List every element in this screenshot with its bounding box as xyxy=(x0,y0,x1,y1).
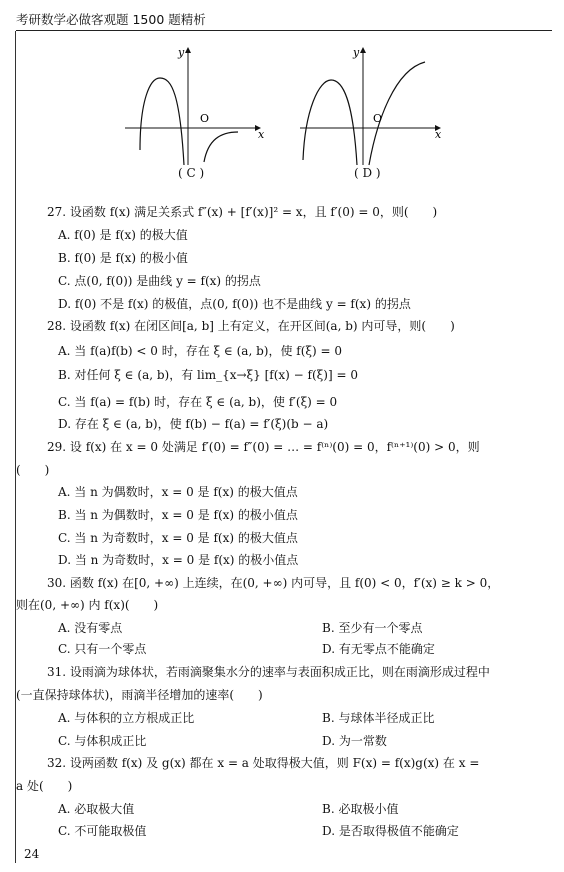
figure-c xyxy=(120,40,270,173)
text-line: 则在(0, +∞) 内 f(x)( ) xyxy=(16,598,159,612)
page-number: 24 xyxy=(24,847,40,861)
figure-c-y-label: y xyxy=(178,46,185,59)
text-line: D. 有无零点不能确定 xyxy=(322,642,435,656)
text-line: ( ) xyxy=(16,463,50,477)
question-stem: 29. 设 f(x) 在 x = 0 处满足 f′(0) = f″(0) = … = f⁽ⁿ⁾(0) = 0，f⁽ⁿ⁺¹⁾(0) > 0，则 xyxy=(47,440,480,454)
text-line: C. 只有一个零点 xyxy=(58,642,147,656)
question-stem: 28. 设函数 f(x) 在闭区间[a, b] 上有定义，在开区间(a, b) 内可导，则( ) xyxy=(47,319,455,333)
figure-d-x-label: x xyxy=(435,128,442,141)
figure-d-caption: ( D ) xyxy=(354,166,381,180)
text-line: B. 至少有一个零点 xyxy=(322,621,423,635)
figure-d-svg xyxy=(295,40,445,170)
text-line: A. 没有零点 xyxy=(58,621,123,635)
question-stem: 27. 设函数 f(x) 满足关系式 f″(x) + [f′(x)]² = x，且 f′(0) = 0，则( ) xyxy=(47,205,438,219)
page-header xyxy=(16,6,552,31)
text-line: D. 是否取得极值不能确定 xyxy=(322,824,459,838)
text-line: (一直保持球体状)，雨滴半径增加的速率( ) xyxy=(16,688,263,702)
header-title: 考研数学必做客观题 1500 题精析 xyxy=(16,12,206,27)
text-line: B. 当 n 为偶数时，x = 0 是 f(x) 的极小值点 xyxy=(58,508,298,522)
figure-c-curve-right xyxy=(204,132,238,162)
text-line: D. f(0) 不是 f(x) 的极值，点(0, f(0)) 也不是曲线 y = f(x) 的拐点 xyxy=(58,297,411,311)
text-line: B. 必取极小值 xyxy=(322,802,399,816)
text-line: A. 当 n 为偶数时，x = 0 是 f(x) 的极大值点 xyxy=(58,485,298,499)
text-line: B. f(0) 是 f(x) 的极小值 xyxy=(58,251,188,265)
text-line: C. 当 f(a) = f(b) 时，存在 ξ ∈ (a, b)，使 f′(ξ) = 0 xyxy=(58,395,338,409)
text-line: D. 为一常数 xyxy=(322,734,387,748)
question-stem: 30. 函数 f(x) 在[0, +∞) 上连续，在(0, +∞) 内可导，且 f(0) < 0，f′(x) ≥ k > 0， xyxy=(47,576,500,590)
text-line: A. 必取极大值 xyxy=(58,802,135,816)
text-line: C. 与体积成正比 xyxy=(58,734,147,748)
figure-d-y-label: y xyxy=(353,46,360,59)
figure-c-x-label: x xyxy=(258,128,265,141)
text-line: D. 当 n 为奇数时，x = 0 是 f(x) 的极小值点 xyxy=(58,553,299,567)
text-line: C. 当 n 为奇数时，x = 0 是 f(x) 的极大值点 xyxy=(58,531,298,545)
text-line: D. 存在 ξ ∈ (a, b)，使 f(b) − f(a) = f′(ξ)(b − a) xyxy=(58,417,329,431)
text-line: A. 当 f(a)f(b) < 0 时，存在 ξ ∈ (a, b)，使 f(ξ) = 0 xyxy=(58,344,342,358)
text-line: A. f(0) 是 f(x) 的极大值 xyxy=(58,228,188,242)
text-line: A. 与体积的立方根成正比 xyxy=(58,711,195,725)
figure-c-caption: ( C ) xyxy=(178,166,205,180)
text-line: B. 对任何 ξ ∈ (a, b)，有 lim_{x→ξ} [f(x) − f(ξ)] = 0 xyxy=(58,368,358,382)
figure-d-curve-left xyxy=(303,80,357,165)
figure-c-svg xyxy=(120,40,270,170)
left-margin-rule xyxy=(15,31,16,863)
text-line: C. 点(0, f(0)) 是曲线 y = f(x) 的拐点 xyxy=(58,274,261,288)
figure-d-origin: O xyxy=(373,112,383,125)
text-line: C. 不可能取极值 xyxy=(58,824,147,838)
text-line: a 处( ) xyxy=(16,779,73,793)
figure-d xyxy=(295,40,445,173)
text-line: B. 与球体半径成正比 xyxy=(322,711,435,725)
figure-c-origin: O xyxy=(200,112,210,125)
question-stem: 32. 设两函数 f(x) 及 g(x) 都在 x = a 处取得极大值，则 F(x) = f(x)g(x) 在 x = xyxy=(47,756,480,770)
question-stem: 31. 设雨滴为球体状，若雨滴聚集水分的速率与表面积成正比，则在雨滴形成过程中 xyxy=(47,665,490,679)
figure-c-curve-left xyxy=(140,78,184,165)
